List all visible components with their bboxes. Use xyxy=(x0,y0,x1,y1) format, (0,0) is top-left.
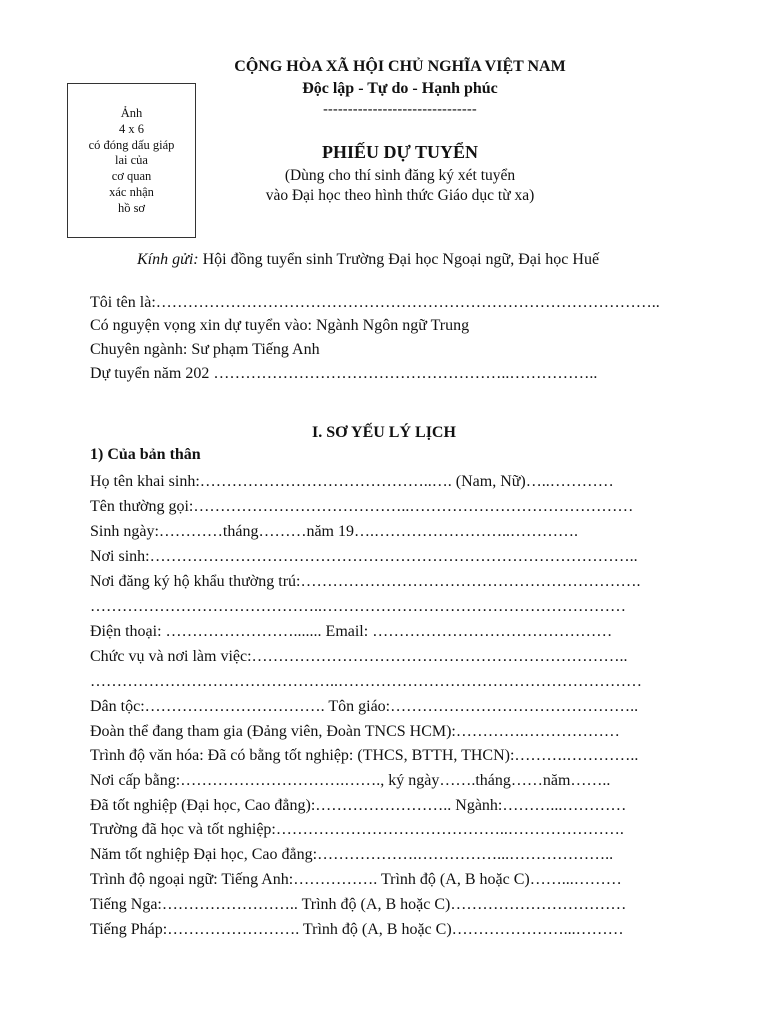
national-title: CỘNG HÒA XÃ HỘI CHỦ NGHĨA VIỆT NAM xyxy=(234,58,566,75)
subsection-title: 1) Của bản thân xyxy=(90,446,201,463)
photo-line: xác nhận xyxy=(109,184,154,199)
form-subtitle-line-2: vào Đại học theo hình thức Giáo dục từ xa) xyxy=(265,187,535,204)
field-line[interactable]: Họ tên khai sinh:……………………………………..…. (Nam, Nữ)…..………… xyxy=(90,473,614,490)
field-line[interactable]: Sinh ngày:…………tháng………năm 19….……………………..…………. xyxy=(90,523,578,540)
photo-line: cơ quan xyxy=(111,169,152,184)
header-separator: ------------------------------- xyxy=(323,102,477,117)
photo-line: có đóng dấu giáp xyxy=(88,137,175,152)
field-line[interactable]: Tên thường gọi:…………………………………..…………………………………… xyxy=(90,498,634,515)
field-line[interactable]: Trình độ ngoại ngữ: Tiếng Anh:……………. Trình độ (A, B hoặc C)……...……… xyxy=(90,871,622,888)
intro-line-major: Có nguyện vọng xin dự tuyển vào: Ngành Ngôn ngữ Trung xyxy=(90,317,470,334)
recipient-name: Hội đồng tuyển sinh Trường Đại học Ngoại ngữ, Đại học Huế xyxy=(202,251,600,268)
field-line[interactable]: Trình độ văn hóa: Đã có bằng tốt nghiệp: (THCS, BTTH, THCN):……….………….. xyxy=(90,747,639,764)
photo-line: 4 x 6 xyxy=(119,121,144,136)
field-line[interactable]: Dân tộc:……………………………. Tôn giáo:……………………………………….. xyxy=(90,698,639,715)
field-line[interactable]: Trường đã học và tốt nghiệp:……………………………………..…………………. xyxy=(90,821,624,838)
intro-line-year[interactable]: Dự tuyển năm 202 ………………………………………………..…………….. xyxy=(90,365,598,382)
recipient-line xyxy=(137,251,599,269)
field-line[interactable]: Điện thoại: ……………………....... Email: ……………………………………… xyxy=(90,623,613,640)
field-line[interactable]: ………………………………………..………………………………………………… xyxy=(90,673,642,690)
photo-line: lai của xyxy=(115,153,148,168)
field-line[interactable]: Tiếng Nga:…………………….. Trình độ (A, B hoặc C)…………………………… xyxy=(90,896,627,913)
section-title: I. SƠ YẾU LÝ LỊCH xyxy=(312,424,456,441)
form-title: PHIẾU DỰ TUYỂN xyxy=(321,142,478,162)
field-line[interactable]: Nơi sinh:……………………………………………………………………………….. xyxy=(90,548,638,565)
field-line[interactable]: Chức vụ và nơi làm việc:…………………………………………………………….. xyxy=(90,648,628,665)
field-line[interactable]: Nơi cấp bằng:………………………….……., ký ngày…….tháng……năm…….. xyxy=(90,772,611,789)
field-line[interactable]: ……………………………………..………………………………………………… xyxy=(90,598,626,615)
field-line[interactable]: Nơi đăng ký hộ khẩu thường trú:………………………………………………………. xyxy=(90,573,641,590)
field-line[interactable]: Năm tốt nghiệp Đại học, Cao đẳng:……………….……………...……………….. xyxy=(90,846,614,863)
field-line[interactable]: Đã tốt nghiệp (Đại học, Cao đẳng):…………………….. Ngành:………...………… xyxy=(90,797,627,814)
intro-line-name[interactable]: Tôi tên là:………………………………………………………………………………….. xyxy=(90,294,660,311)
national-motto: Độc lập - Tự do - Hạnh phúc xyxy=(302,80,498,97)
form-subtitle-line-1: (Dùng cho thí sinh đăng ký xét tuyển xyxy=(284,167,516,184)
field-line[interactable]: Tiếng Pháp:……………………. Trình độ (A, B hoặc C)…………………...……… xyxy=(90,921,624,938)
recipient-label: Kính gửi: xyxy=(137,251,199,268)
intro-line-specialization: Chuyên ngành: Sư phạm Tiếng Anh xyxy=(90,341,320,358)
photo-line: hồ sơ xyxy=(117,200,146,215)
photo-line: Ảnh xyxy=(120,106,143,120)
field-line[interactable]: Đoàn thể đang tham gia (Đảng viên, Đoàn TNCS HCM):………….……………… xyxy=(90,723,620,740)
